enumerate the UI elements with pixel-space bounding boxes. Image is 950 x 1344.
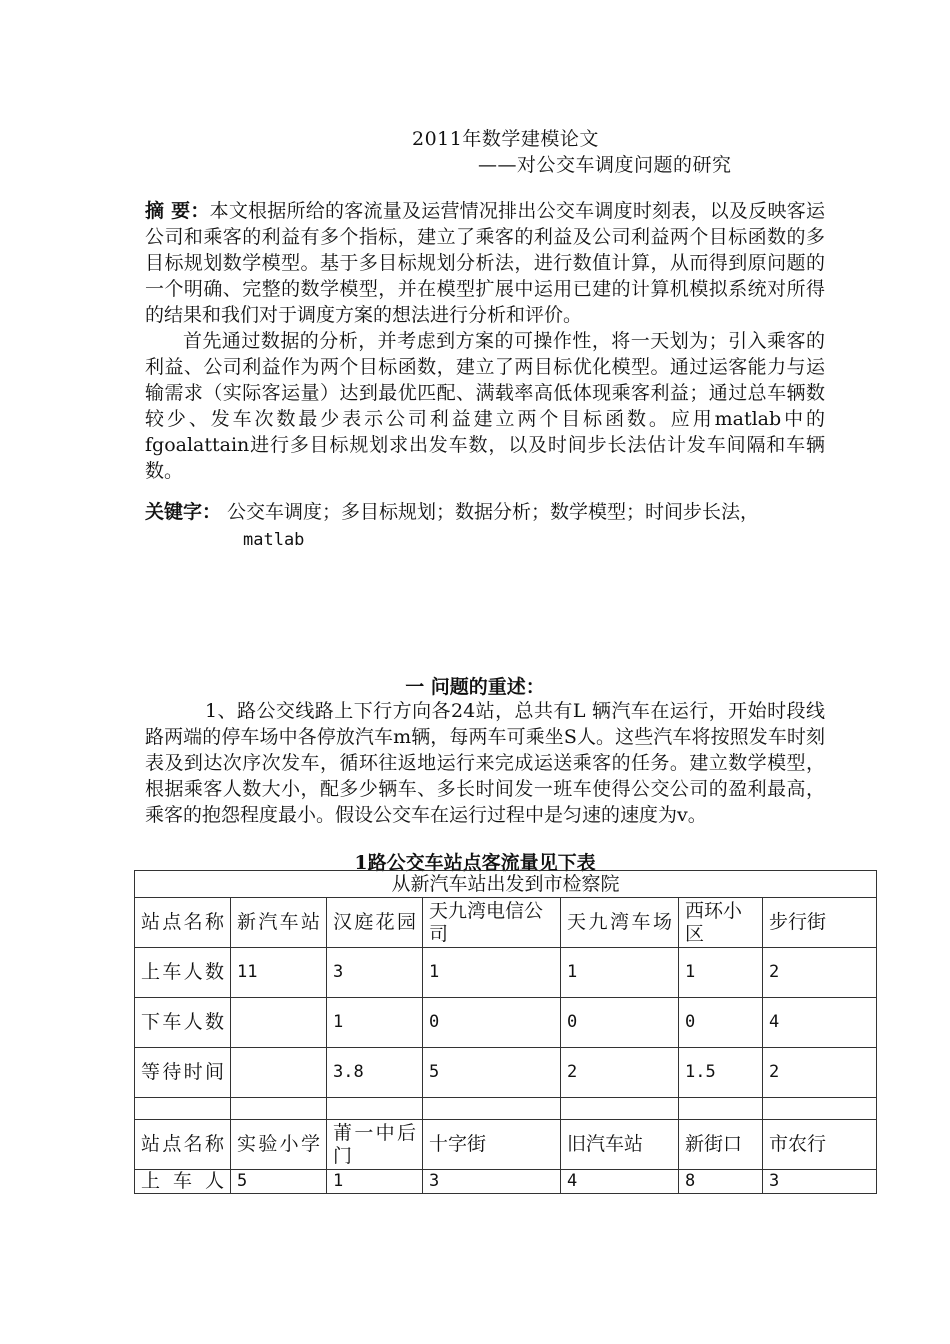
table-cell: 天九湾电信公司 bbox=[423, 898, 561, 948]
keywords-line-2: matlab bbox=[243, 530, 305, 550]
table-cell: 天九湾车场 bbox=[561, 898, 679, 948]
table-cell bbox=[763, 1098, 877, 1120]
table-cell: 市农行 bbox=[763, 1120, 877, 1170]
table-cell bbox=[231, 1048, 327, 1098]
table-row-empty bbox=[135, 1098, 877, 1120]
table-cell bbox=[679, 1098, 763, 1120]
abstract bbox=[145, 198, 825, 484]
table-cell: 新汽车站 bbox=[231, 898, 327, 948]
table-cell: 1 bbox=[679, 948, 763, 998]
table-cell: 步行街 bbox=[763, 898, 877, 948]
abstract-text-1: 本文根据所给的客流量及运营情况排出公交车调度时刻表，以及反映客运公司和乘客的利益有多个指标，建立了乘客的利益及公司利益两个目标函数的多目标规划数学模型。基于多目标规划分析法，进行数值计算，从而得到原问题的一个明确、完整的数学模型，并在模型扩展中运用已建的计算机模拟系统对所得的结果和我们对于调度方案的想法进行分析和评价。 bbox=[145, 200, 825, 326]
direction-header: 从新汽车站出发到市检察院 bbox=[135, 871, 877, 898]
table-cell: 实验小学 bbox=[231, 1120, 327, 1170]
paper-title: 2011年数学建模论文 bbox=[412, 128, 599, 150]
table-cell: 1 bbox=[561, 948, 679, 998]
table-cell bbox=[423, 1098, 561, 1120]
paper-subtitle: ——对公交车调度问题的研究 bbox=[478, 154, 732, 176]
table-cell: 新街口 bbox=[679, 1120, 763, 1170]
keywords-label: 关键字： bbox=[145, 501, 222, 523]
table-row bbox=[135, 1120, 877, 1170]
table-cell: 十字街 bbox=[423, 1120, 561, 1170]
keywords-text: 公交车调度；多目标规划；数据分析；数学模型；时间步长法， bbox=[221, 501, 760, 523]
section-heading: 一 问题的重述： bbox=[405, 676, 545, 698]
table-cell: 1 bbox=[327, 998, 423, 1048]
table-cell: 莆一中后门 bbox=[327, 1120, 423, 1170]
keywords-line-1 bbox=[145, 498, 825, 526]
table-header-row bbox=[135, 871, 877, 898]
table-row bbox=[135, 948, 877, 998]
row-label: 站点名称 bbox=[135, 898, 231, 948]
row-label: 下车人数 bbox=[135, 998, 231, 1048]
keywords bbox=[145, 498, 825, 554]
table-cell: 3 bbox=[327, 948, 423, 998]
table-cell: 1.5 bbox=[679, 1048, 763, 1098]
table-cell: 3 bbox=[423, 1170, 561, 1194]
table-cell bbox=[231, 998, 327, 1048]
table-cell: 3 bbox=[763, 1170, 877, 1194]
row-label: 站点名称 bbox=[135, 1120, 231, 1170]
table-cell: 0 bbox=[423, 998, 561, 1048]
table-cell: 2 bbox=[561, 1048, 679, 1098]
table-cell: 5 bbox=[423, 1048, 561, 1098]
table-cell: 1 bbox=[327, 1170, 423, 1194]
row-label: 上车人数 bbox=[135, 948, 231, 998]
abstract-para-1 bbox=[145, 198, 825, 328]
abstract-para-2: 首先通过数据的分析，并考虑到方案的可操作性，将一天划为；引入乘客的利益、公司利益作为两个目标函数，建立了两目标优化模型。通过运客能力与运输需求（实际客运量）达到最优匹配、满载率高低体现乘客利益；通过总车辆数较少、发车次数最少表示公司利益建立两个目标函数。应用matlab中的fgoalattain进行多目标规划求出发车数，以及时间步长法估计发车间隔和车辆数。 bbox=[145, 330, 825, 482]
problem-restatement: 1、路公交线路上下行方向各24站，总共有L 辆汽车在运行，开始时段线路两端的停车场中各停放汽车m辆，每两车可乘坐S人。这些汽车将按照发车时刻表及到达次序次发车，循环往返地运行来完成运送乘客的任务。建立数学模型，根据乘客人数大小，配多少辆车、多长时间发一班车使得公交公司的盈利最高，乘客的抱怨程度最小。假设公交车在运行过程中是匀速的速度为v。 bbox=[145, 700, 825, 826]
table-cell: 汉庭花园 bbox=[327, 898, 423, 948]
table-row bbox=[135, 1048, 877, 1098]
row-label: 等待时间 bbox=[135, 1048, 231, 1098]
table-cell bbox=[135, 1098, 231, 1120]
table-row bbox=[135, 1170, 877, 1194]
table-cell: 2 bbox=[763, 948, 877, 998]
table-cell: 0 bbox=[679, 998, 763, 1048]
table-cell bbox=[231, 1098, 327, 1120]
table-cell: 西环小区 bbox=[679, 898, 763, 948]
table-cell bbox=[327, 1098, 423, 1120]
row-label: 上车人 bbox=[135, 1170, 231, 1194]
table-cell: 3.8 bbox=[327, 1048, 423, 1098]
table-row bbox=[135, 898, 877, 948]
table-cell: 1 bbox=[423, 948, 561, 998]
table-cell: 4 bbox=[763, 998, 877, 1048]
table-cell bbox=[561, 1098, 679, 1120]
abstract-label: 摘 要： bbox=[145, 200, 210, 222]
table-cell: 5 bbox=[231, 1170, 327, 1194]
table-cell: 4 bbox=[561, 1170, 679, 1194]
table-cell: 8 bbox=[679, 1170, 763, 1194]
passenger-flow-table bbox=[134, 870, 877, 1194]
table-cell: 2 bbox=[763, 1048, 877, 1098]
table-cell: 0 bbox=[561, 998, 679, 1048]
table-cell: 11 bbox=[231, 948, 327, 998]
table-caption: 1路公交车站点客流量见下表 bbox=[354, 852, 596, 874]
table-cell: 旧汽车站 bbox=[561, 1120, 679, 1170]
table-row bbox=[135, 998, 877, 1048]
